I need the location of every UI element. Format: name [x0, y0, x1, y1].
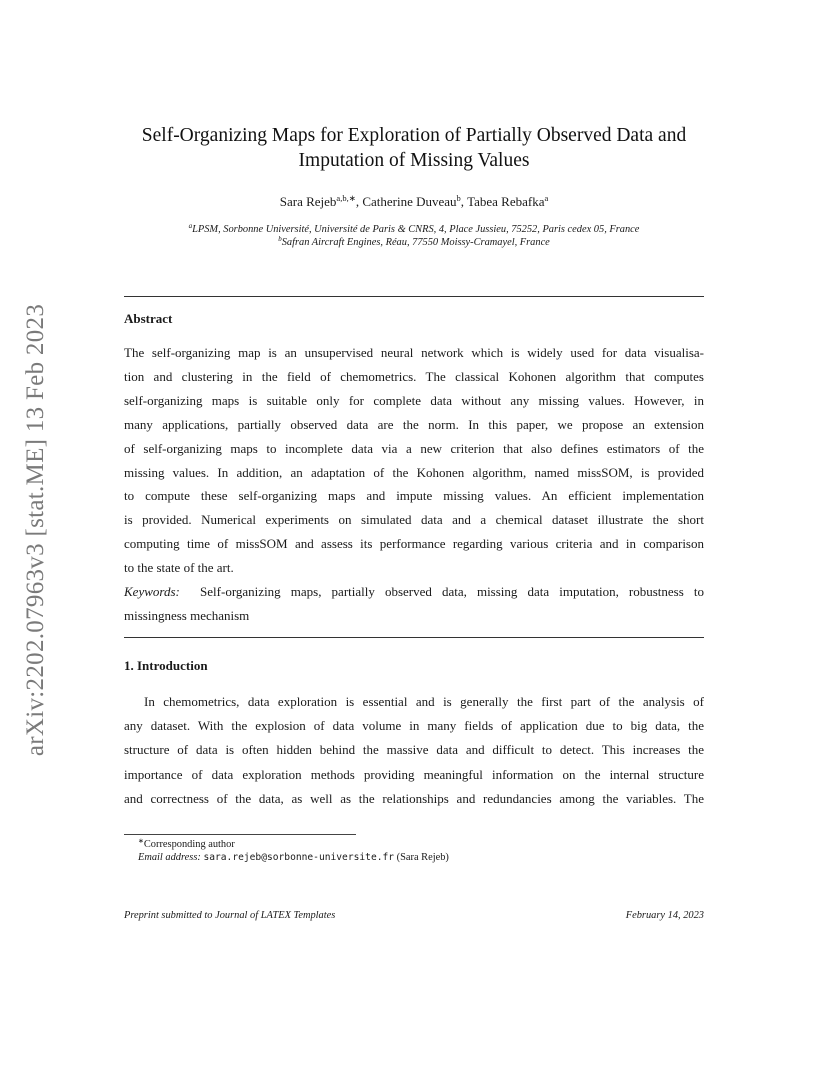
author-list: Sara Rejeb$^{a,b,∗}$, Catherine Duveau$^b$, Tabea Rebafka$^a$ — [279, 193, 549, 209]
footnote-mark: ∗ — [138, 837, 144, 845]
paper-title — [124, 123, 704, 173]
abstract-line: The self-organizing map is an unsupervised neural network which is widely used for data visualisa- — [124, 345, 704, 360]
abstract-heading: Abstract — [124, 311, 173, 326]
email-owner: (Sara Rejeb) — [396, 852, 449, 863]
affiliation — [124, 236, 704, 249]
affiliation-mark: b — [278, 235, 282, 243]
keywords-text: Self-organizing maps, partially observed data, missing data imputation, robustness to — [200, 584, 705, 599]
page-footer — [124, 910, 704, 921]
author-affil-mark: a,b,∗ — [336, 193, 356, 203]
abstract-line: tion and clustering in the field of chemometrics. The classical Kohonen algorithm that computes — [124, 368, 704, 384]
abstract-top-rule — [124, 296, 704, 297]
footnote-rule — [124, 834, 356, 835]
keywords-line — [124, 580, 704, 604]
abstract-line: to compute these self-organizing maps and impute missing values. An efficient implementation — [124, 488, 704, 504]
keywords — [124, 580, 704, 628]
abstract-line: of self-organizing maps to incomplete data via a new criterion that also defines estimators of the — [124, 440, 704, 456]
paragraph-line: importance of data exploration methods providing meaningful information on the internal structure — [124, 766, 704, 782]
affiliation-text: LPSM, Sorbonne Université, Université de Paris & CNRS, 4, Place Jussieu, 75252, Paris cedex 05, France — [192, 224, 640, 235]
author-name: Sara Rejeb — [279, 194, 337, 209]
arxiv-stamp — [16, 280, 56, 780]
keywords-label: Keywords: — [124, 584, 180, 599]
keywords-line: missingness mechanism — [124, 608, 250, 623]
affiliation-mark: a — [188, 222, 193, 230]
title-line: Imputation of Missing Values — [298, 150, 530, 171]
section-heading: 1. Introduction — [124, 658, 208, 673]
affiliations — [124, 223, 704, 249]
affiliation — [124, 223, 704, 236]
abstract-line: computing time of missSOM and assess its performance regarding various criteria and in comparison — [124, 536, 704, 552]
footnote-text: Corresponding author — [143, 839, 235, 850]
email-address: sara.rejeb@sorbonne-universite.fr — [203, 852, 395, 863]
abstract-line: is provided. Numerical experiments on simulated data and a chemical dataset illustrate the short — [124, 512, 704, 528]
paragraph-line: structure of data is often hidden behind the massive data and difficult to detect. This increases the — [124, 742, 704, 758]
affiliation-text: Safran Aircraft Engines, Réau, 77550 Moissy-Cramayel, France — [281, 237, 550, 248]
paragraph-line: any dataset. With the explosion of data volume in many fields of application due to big data, the — [124, 718, 704, 734]
abstract-line: to the state of the art. — [124, 560, 234, 576]
abstract-bottom-rule — [124, 637, 704, 638]
arxiv-id: arXiv:2202.07963v3 [stat.ME] 13 Feb 2023 — [22, 303, 50, 757]
author-affil-mark: a — [544, 193, 549, 203]
abstract-body — [124, 341, 704, 580]
email-label: Email address: — [138, 852, 201, 863]
abstract-line: many applications, partially observed data are the norm. In this paper, we propose an extension — [124, 416, 704, 432]
section-body — [124, 690, 704, 811]
paragraph-line: In chemometrics, data exploration is essential and is generally the first part of the analysis of — [144, 694, 704, 709]
title-line: Self-Organizing Maps for Exploration of Partially Observed Data and — [141, 125, 687, 146]
author-affil-mark: b — [456, 193, 461, 203]
abstract-line: self-organizing maps is suitable only for complete data without any missing values. However, in — [124, 392, 704, 408]
author-name: Catherine Duveau — [362, 194, 457, 209]
footnote — [124, 838, 704, 864]
author-name: Tabea Rebafka — [467, 194, 545, 209]
paragraph-line: and correctness of the data, as well as the relationships and redundancies among the variables. The — [124, 790, 704, 806]
footnote-email-line — [124, 851, 704, 864]
footer-date: February 14, 2023 — [625, 910, 704, 921]
footer-left: Preprint submitted to Journal of LATEX Templates — [124, 910, 336, 921]
abstract-line: missing values. In addition, an adaptation of the Kohonen algorithm, named missSOM, is provided — [124, 464, 704, 480]
footnote-corresponding — [124, 838, 704, 851]
